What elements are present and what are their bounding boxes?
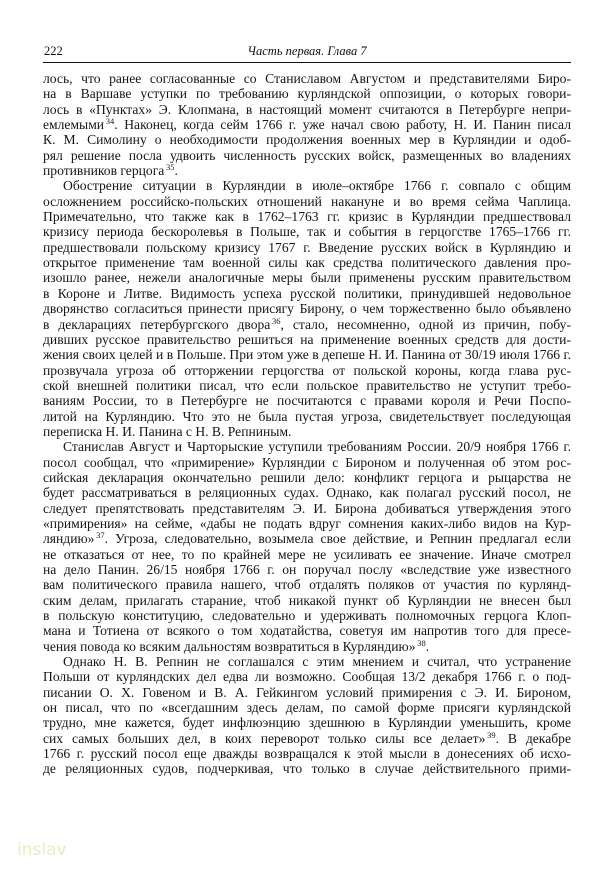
text-line: К. М. Симолину о необходимости продолжения военных мер в Курляндии и одоб- (43, 132, 571, 148)
text-line: вам политического правила нашего, чтоб отдалять поляков от участия по курлянд- (43, 577, 571, 593)
text-line: переписка Н. И. Панина с Н. В. Репниным. (43, 423, 292, 439)
text-line: не отказаться от нее, то по крайней мере не усиливать ее значение. Иначе смотрел (43, 546, 571, 562)
text-line: он писал, что по «всегдашним здесь делам, по самой форме присяги курляндской (43, 700, 571, 716)
text-line: следует препятствовать представителям Э. И. Бирона добиваться утверждения этого (43, 500, 571, 516)
text-line: рял решение посла удвоить численность русских войск, размещенных во владениях (43, 147, 571, 163)
text-line: чения повода ко всяким дальностям возвратиться в Курляндию» $^{38}$. (43, 637, 430, 654)
text-line: литой на Курляндию. Что это не была пустая угроза, свидетельствует последующая (43, 408, 571, 424)
text-line: на дело Панин. 26/15 ноября 1766 г. он поручал послу «вследствие уже известного (43, 562, 571, 577)
text-line: «примирения» на сейме, «дабы не подать вдруг сомнения каких-либо видов на Кур- (43, 515, 571, 531)
text-line: сих самых больших дел, в коих переворот только силы все делает» $^{39}$. В декабре (43, 729, 571, 746)
text-line: ским делам, прилагать старание, чтоб никакой пункт об Курляндии не внесен был (43, 592, 571, 608)
text-line: ляндию» $^{37}$. Угроза, следовательно, возымела свое действие, и Репнин предлагал если (43, 530, 571, 547)
text-line: лось в «Пунктах» Э. Клопмана, в настоящий момент считаются в Петербурге непри- (43, 101, 571, 117)
text-line: сийская декларация окончательно решили дело: конфликт герцога и рыцарства не (43, 469, 571, 485)
text-line: Обострение ситуации в Курляндии в июле–октябре 1766 г. совпало с общим (63, 178, 571, 194)
watermark: inslav (17, 840, 67, 860)
text-line: изошло ранее, нежели аналогичные меры были применены русским правительством (43, 270, 571, 286)
text-line: ской внешней политики писал, что если польское правительство не уступит требо- (43, 377, 571, 393)
text-line: Польши от курляндских дел едва ли возможно. Сообщая 13/2 декабря 1766 г. о под- (43, 669, 571, 685)
text-line: кризису периода бескоролевья в Польше, так и события в герцогстве 1765–1766 гг. (43, 224, 571, 240)
text-line: Примечательно, что также как в 1762–1763 гг. кризис в Курляндии предшествовал (43, 209, 571, 225)
chapter-title: Часть первая. Глава 7 (247, 44, 367, 58)
text-line: емлемыми $^{34}$. Наконец, когда сейм 1766 г. уже начал свою работу, Н. И. Панин писал (43, 116, 571, 133)
text-line: трудно, мне кажется, будет инфлюэнцию здешнюю в Курляндии уменьшить, кроме (43, 715, 571, 731)
text-line: писании О. Х. Говеном и В. А. Гейкингом условий примирения с Э. И. Бироном, (43, 684, 571, 700)
footnote-ref[interactable]: 37 (94, 530, 105, 541)
text-line: лось, что ранее согласованные со Станиславом Августом и представителями Биро- (43, 71, 571, 86)
text-line: осложнением российско-польских отношений накануне и во время сейма Чаплица. (43, 193, 571, 209)
footnote-ref[interactable]: 39 (485, 729, 496, 740)
text-line: противников герцога $^{35}$. (43, 162, 178, 179)
book-page (43, 40, 571, 777)
text-line: де реляционных судов, подчеркивая, что только в случае действительного прими- (43, 761, 571, 777)
paragraph (43, 439, 571, 654)
text-line: открытое применение там военной силы как средства политического давления про- (43, 255, 571, 271)
text-line: дворянство согласиться принести присягу Бирону, о чем торжественно было объявлено (43, 301, 571, 317)
text-line: предшествовали польскому кризису 1767 г. Введение русских войск в Курляндию и (43, 239, 571, 255)
footnote-ref[interactable]: 38 (415, 637, 426, 648)
text-line: Станислав Август и Чарторыские уступили требованиям России. 20/9 ноября 1766 г. (63, 439, 571, 455)
text-line: на в Варшаве уступки по требованию курляндской оппозиции, о которых говори- (43, 86, 571, 102)
paragraph (43, 654, 571, 777)
text-line: будет рассматриваться в реляционных судах. Однако, как полагал русский посол, не (43, 485, 571, 501)
running-head (43, 40, 571, 58)
footnote-ref[interactable]: 34 (104, 116, 115, 127)
header-rule (43, 62, 571, 63)
footnote-ref[interactable]: 36 (270, 315, 281, 326)
text-line: в декларациях петербургского двора $^{36}$, стало, несомненно, одной из причин, побу- (43, 315, 571, 332)
text-line: прозвучала угроза об отторжении герцогства от польской короны, когда глава рус- (43, 362, 571, 378)
text-line: дивших русское правительство решиться на применение военных средств для дости- (43, 331, 571, 347)
body-text (43, 71, 571, 777)
text-line: посол сообщал, что «примирение» Курляндии с Бироном и полученная об этом рос- (43, 454, 571, 470)
text-line: в Короне и Литве. Видимость успеха русской политики, принудившей недовольное (43, 285, 571, 301)
text-line: жения своих целей и в Польше. При этом уже в депеше Н. И. Панина от 30/19 июля 1766 г. (43, 347, 571, 363)
text-line: мана и Тотиена от всякого о том ходатайства, советуя им напротив того для пресе- (43, 623, 571, 639)
page-number: 222 (44, 44, 63, 58)
text-line: ваниям России, то в Петербурге не посчитаются с правами короля и Речи Поспо- (43, 393, 571, 409)
text-line: в польскую конституцию, следовательно и удерживать полномочных герцога Клоп- (43, 608, 571, 624)
paragraph (43, 178, 571, 439)
text-line: Однако Н. В. Репнин не соглашался с этим мнением и считал, что устранение (63, 654, 571, 670)
text-line: 1766 г. русский посол еще дважды возвращался к этой мысли в донесениях об исхо- (43, 746, 571, 762)
footnote-ref[interactable]: 35 (164, 162, 175, 173)
paragraph (43, 71, 571, 178)
